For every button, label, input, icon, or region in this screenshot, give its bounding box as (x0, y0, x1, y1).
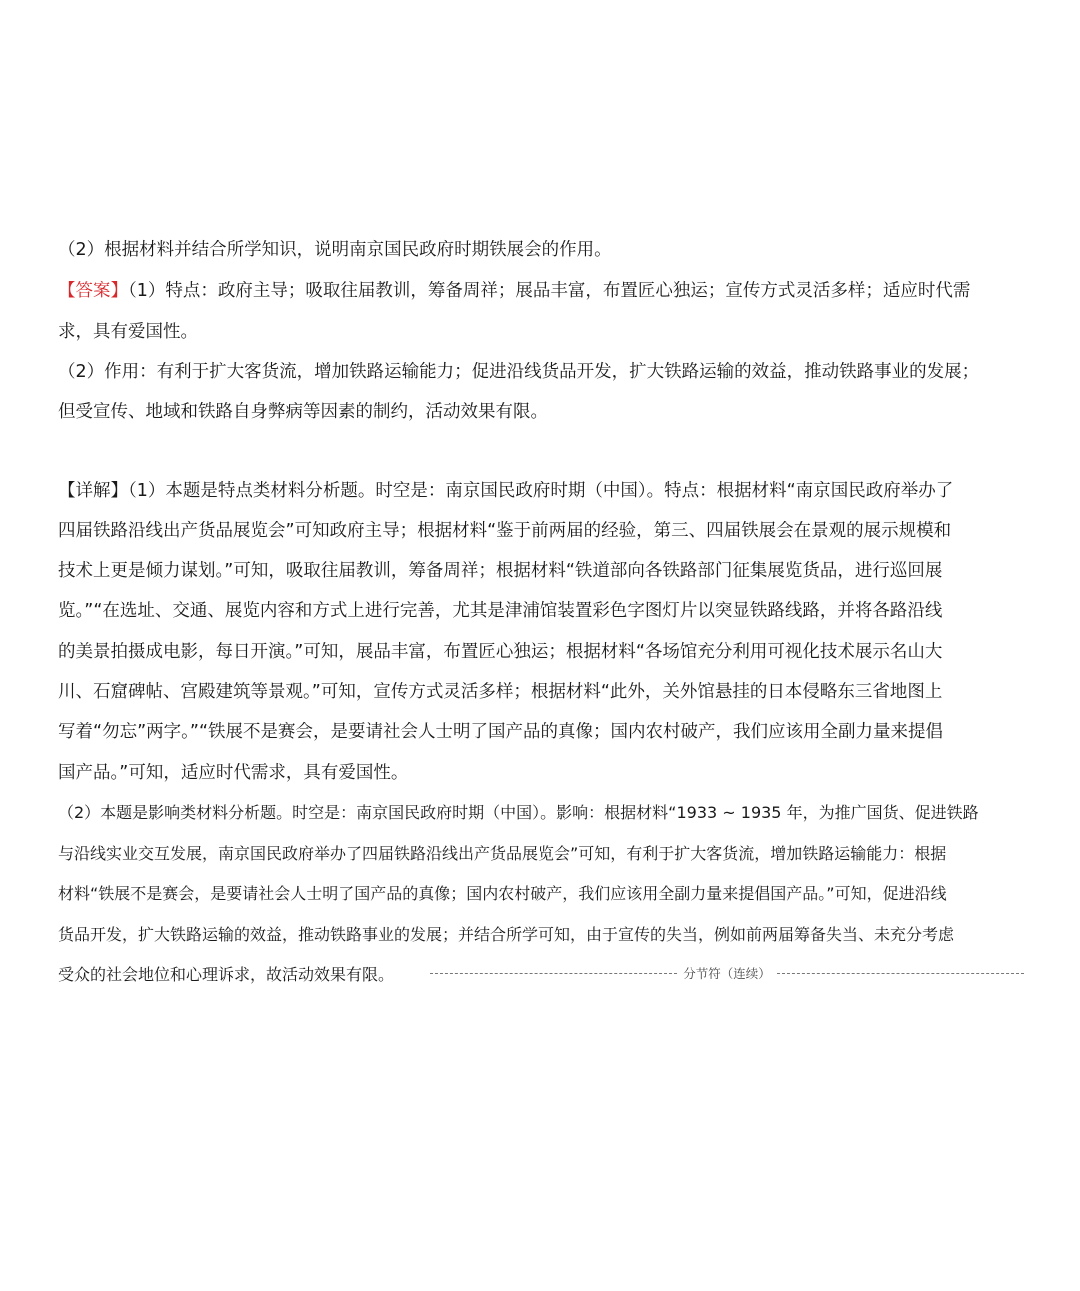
detail-line-5: 的美景拍摄成电影，每日开演。”可知，展品丰富，布置匠心独运；根据材料“各场馆充分利用可视化技术展示名山大 (58, 642, 943, 662)
section-break-dash-left (430, 973, 677, 974)
answer-line-3: （2）作用：有利于扩大客货流，增加铁路运输能力；促进沿线货品开发，扩大铁路运输的效益，推动铁路事业的发展； (58, 362, 980, 382)
answer-text-1: （1）特点：政府主导；吸取往届教训，筹备周祥；展品丰富，布置匠心独运；宣传方式灵活多样；适应时代需 (128, 281, 971, 301)
detail-part2-line-5: 受众的社会地位和心理诉求，故活动效果有限。 (58, 965, 395, 984)
detail-line-2: 四届铁路沿线出产货品展览会”可知政府主导；根据材料“鉴于前两届的经验，第三、四届铁展会在景观的展示规模和 (58, 521, 952, 541)
answer-line-4: 但受宣传、地域和铁路自身弊病等因素的制约，活动效果有限。 (58, 402, 548, 422)
question-2: （2）根据材料并结合所学知识，说明南京国民政府时期铁展会的作用。 (58, 240, 612, 260)
answer-line-1 (58, 277, 1022, 302)
detail-part2-line-3: 材料“铁展不是赛会，是要请社会人士明了国产品的真像；国内农村破产，我们应该用全副力量来提倡国产品。”可知，促进沿线 (58, 884, 947, 903)
detail-part2-line-1: （2）本题是影响类材料分析题。时空是：南京国民政府时期（中国）。影响：根据材料“1933 ~ 1935 年，为推广国货、促进铁路 (58, 803, 979, 822)
answer-tag: 【答案】 (58, 281, 128, 301)
answer-line-2: 求，具有爱国性。 (58, 322, 198, 342)
detail-line-8: 国产品。”可知，适应时代需求，具有爱国性。 (58, 763, 409, 783)
section-break-dash-right (777, 973, 1024, 974)
detail-part2-line-4: 货品开发，扩大铁路运输的效益，推动铁路事业的发展；并结合所学可知，由于宣传的失当，例如前两届筹备失当、未充分考虑 (58, 925, 955, 944)
detail-line-7: 写着“勿忘”两字。”“铁展不是赛会，是要请社会人士明了国产品的真像；国内农村破产，我们应该用全副力量来提倡 (58, 722, 944, 742)
detail-line-3: 技术上更是倾力谋划。”可知，吸取往届教训，筹备周祥；根据材料“铁道部向各铁路部门征集展览货品，进行巡回展 (58, 561, 943, 581)
detail-line-6: 川、石窟碑帖、宫殿建筑等景观。”可知，宣传方式灵活多样；根据材料“此外，关外馆悬挂的日本侵略东三省地图上 (58, 682, 943, 702)
detail-part2-line-2: 与沿线实业交互发展，南京国民政府举办了四届铁路沿线出产货品展览会”可知，有利于扩大客货流，增加铁路运输能力：根据 (58, 844, 947, 863)
section-break-label: 分节符（连续） (683, 966, 771, 981)
section-break (430, 962, 1024, 984)
detail-line-4: 览。”“在选址、交通、展览内容和方式上进行完善，尤其是津浦馆装置彩色字图灯片以突显铁路线路，并将各路沿线 (58, 601, 943, 621)
detail-line-1: 【详解】（1）本题是特点类材料分析题。时空是：南京国民政府时期（中国）。特点：根据材料“南京国民政府举办了 (58, 481, 954, 501)
